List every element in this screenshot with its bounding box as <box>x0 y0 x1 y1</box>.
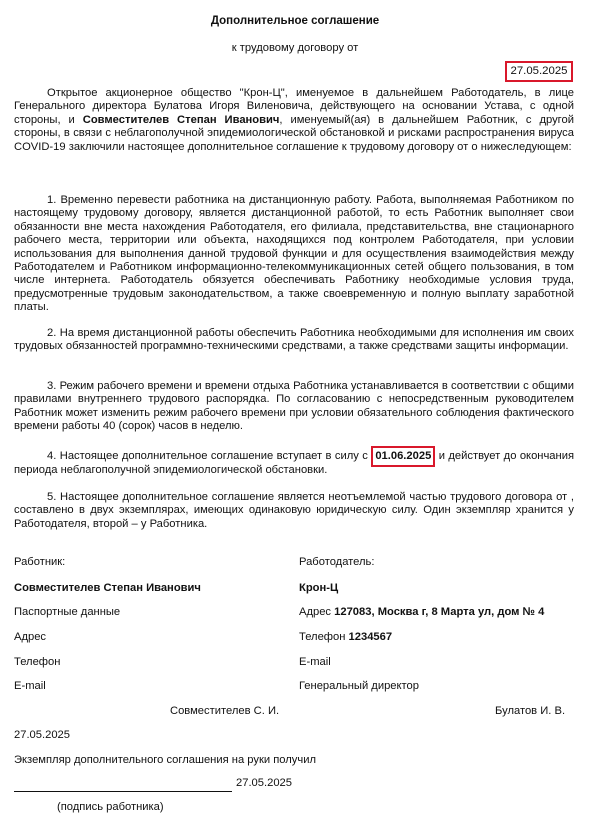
intro-paragraph <box>14 87 574 154</box>
employer-name: Крон-Ц <box>299 582 339 594</box>
clause-1: 1. Временно перевести работника на дистанционную работу. Работа, выполняемая Работником по настоящему трудовому договору, является дистанционной работой, то есть Работник выполняет свои обязанности вне места нахождения Работодателя, его филиала, представительства, вне стационарного рабочего места, территории или объекта, находящихся под контролем Работодателя, при условии использования для выполнения данной трудовой функции и для осуществления взаимодействия между Работодателем и Работником информационно-телекоммуникационных сетей общего пользования, в том числе интернета. Работодатель обязуется обеспечивать Работнику необходимые условия труда, предусмотренные трудовым законодательством, а также своевременную и полную выплату заработной платы. <box>14 194 574 314</box>
employee-phone: Телефон <box>14 656 61 668</box>
employer-phone-label: Телефон <box>299 631 349 643</box>
copy-received-note: Экземпляр дополнительного соглашения на руки получил <box>14 754 316 766</box>
intro-text-a: Открытое акционерное общество "Крон-Ц", именуемое в дальнейшем Работодатель, в лице Генерального директора Булатова Игоря Виленовича, действующего на основании Устава, с одной стороны, и <box>14 87 574 126</box>
employer-address-label: Адрес <box>299 606 335 618</box>
employee-heading: Работник: <box>14 556 66 568</box>
signature-caption: (подпись работника) <box>57 801 164 813</box>
document-title: Дополнительное соглашение <box>210 15 380 27</box>
employee-passport: Паспортные данные <box>14 606 121 618</box>
effective-date-highlight: 01.06.2025 <box>371 446 435 467</box>
signature-line-date: 27.05.2025 <box>236 777 292 789</box>
clause-5: 5. Настоящее дополнительное соглашение является неотъемлемой частью трудового договора от , составлено в двух экземплярах, имеющих одинаковую юридическую силу. Один экземпляр хранится у Работодателя, второй – у Работника. <box>14 491 574 530</box>
employer-address-value: 127083, Москва г, 8 Марта ул, дом № 4 <box>334 606 545 618</box>
employer-phone-value: 1234567 <box>348 631 393 643</box>
intro-employee-name: Совместителев Степан Иванович <box>82 113 280 126</box>
employer-position: Генеральный директор <box>299 680 419 692</box>
employee-address: Адрес <box>14 631 47 643</box>
employee-signature-name: Совместителев С. И. <box>170 705 280 717</box>
employer-phone <box>299 631 392 644</box>
clause-4 <box>14 449 574 477</box>
employer-signature-name: Булатов И. В. <box>495 705 566 717</box>
employer-email: E-mail <box>299 656 331 668</box>
employer-heading: Работодатель: <box>299 556 375 568</box>
header-date-highlight: 27.05.2025 <box>505 61 573 82</box>
intro-text-b: , именуемый(ая) в дальнейшем Работник, с другой стороны, в связи с неблагополучной эпидемиологической обстановкой и рисками распространения вируса COVID-19 заключили настоящее дополнительное соглашение к трудовому договору от о нижеследующем: <box>14 113 574 153</box>
document-subtitle: к трудовому договору от <box>231 42 359 54</box>
clause-3: 3. Режим рабочего времени и времени отдыха Работника устанавливается в соответствии с общими правилами внутреннего трудового распорядка. По согласованию с непосредственным руководителем Работник может изменить режим рабочего времени при условии обязательного соблюдения фактического времени работы 40 (сорок) часов в неделю. <box>14 380 574 433</box>
signing-date: 27.05.2025 <box>14 729 70 741</box>
clause-2: 2. На время дистанционной работы обеспечить Работника необходимыми для исполнения им своих трудовых обязанностей программно-техническими средствами, а также средствами защиты информации. <box>14 327 574 353</box>
employee-name: Совместителев Степан Иванович <box>14 582 201 594</box>
employer-address <box>299 606 544 619</box>
clause-4-text-b: и действует до окончания периода неблагополучной эпидемиологической обстановки. <box>14 450 575 476</box>
employee-email: E-mail <box>14 680 46 692</box>
clause-4-text-a: 4. Настоящее дополнительное соглашение вступает в силу с <box>47 450 372 462</box>
signature-line <box>14 791 232 792</box>
